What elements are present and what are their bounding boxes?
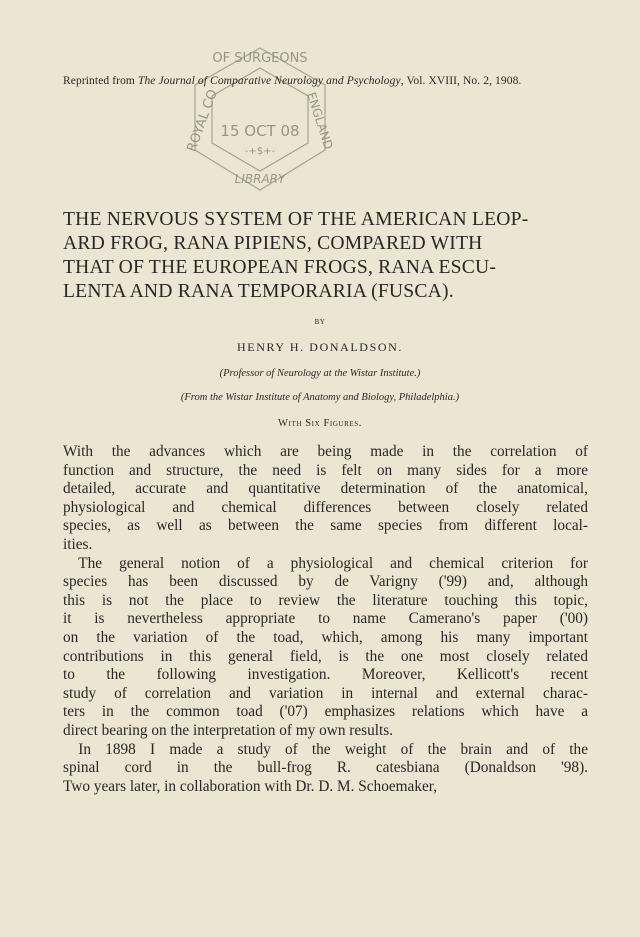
body-line: function and structure, the need is felt on many sides for a more [63,461,588,479]
body-line: detailed, accurate and quantitative determination of the anatomical, [63,480,588,498]
author-name: HENRY H. DONALDSON. [237,340,403,354]
stamp-bottom-text: LIBRARY [234,172,286,186]
body-line: contributions in this general field, is the one most closely related [63,647,588,665]
body-line: it is nevertheless appropriate to name Camerano's paper ('00) [63,610,588,628]
body-line: Two years later, in collaboration with Dr. D. M. Schoemaker, [63,777,438,795]
title-line: ARD FROG, RANA PIPIENS, COMPARED WITH [63,233,483,254]
body-line: With the advances which are being made in the correlation of [63,443,588,460]
stamp-right-text: ENGLAND [303,90,336,152]
body-line: study of correlation and variation in internal and external charac- [63,684,588,702]
title-line: THE NERVOUS SYSTEM OF THE AMERICAN LEOP- [63,209,529,230]
body-line: ters in the common toad ('07) emphasizes relations which have a [63,703,588,721]
body-line: physiological and chemical differences between closely related [63,498,588,516]
title-line: LENTA AND RANA TEMPORARIA (FUSCA). [63,281,454,302]
stamp-date-text: 15 OCT 08 [220,122,300,140]
figures-note: With Six Figures. [278,418,362,429]
journal-name: The Journal of Comparative Neurology and Psychology [137,75,401,87]
article-title [63,208,588,304]
body-line: In 1898 I made a study of the weight of the brain and of the [63,740,588,758]
body-line: spinal cord in the bull-frog R. catesbiana (Donaldson '98). [63,759,588,777]
article-body [63,443,588,796]
header-prefix: Reprinted from [63,75,138,87]
institution-note: (From the Wistar Institute of Anatomy and Biology, Philadelphia.) [180,392,460,403]
body-line: on the variation of the toad, which, among his many important [63,628,588,646]
body-line: ities. [63,535,93,553]
byline-label: BY [314,318,326,326]
library-stamp [160,40,360,200]
body-line: to the following investigation. Moreover, Kellicott's recent [63,666,588,684]
stamp-left-text: ROYAL CO [184,87,221,154]
stamp-top-text: OF SURGEONS [212,51,308,66]
body-line: species has been discussed by de Varigny ('99) and, although [63,573,588,591]
reprint-header [63,75,623,87]
title-line: THAT OF THE EUROPEAN FROGS, RANA ESCU- [63,257,497,278]
author-affiliation: (Professor of Neurology at the Wistar Institute.) [219,368,421,379]
body-line: The general notion of a physiological and chemical criterion for [63,554,588,572]
body-line: direct bearing on the interpretation of my own results. [63,721,394,739]
header-suffix: , Vol. XVIII, No. 2, 1908. [400,75,522,87]
stamp-ornament: -+$+- [244,146,276,157]
body-line: species, as well as between the same species from different local- [63,517,588,535]
body-line: this is not the place to review the literature touching this topic, [63,591,588,609]
